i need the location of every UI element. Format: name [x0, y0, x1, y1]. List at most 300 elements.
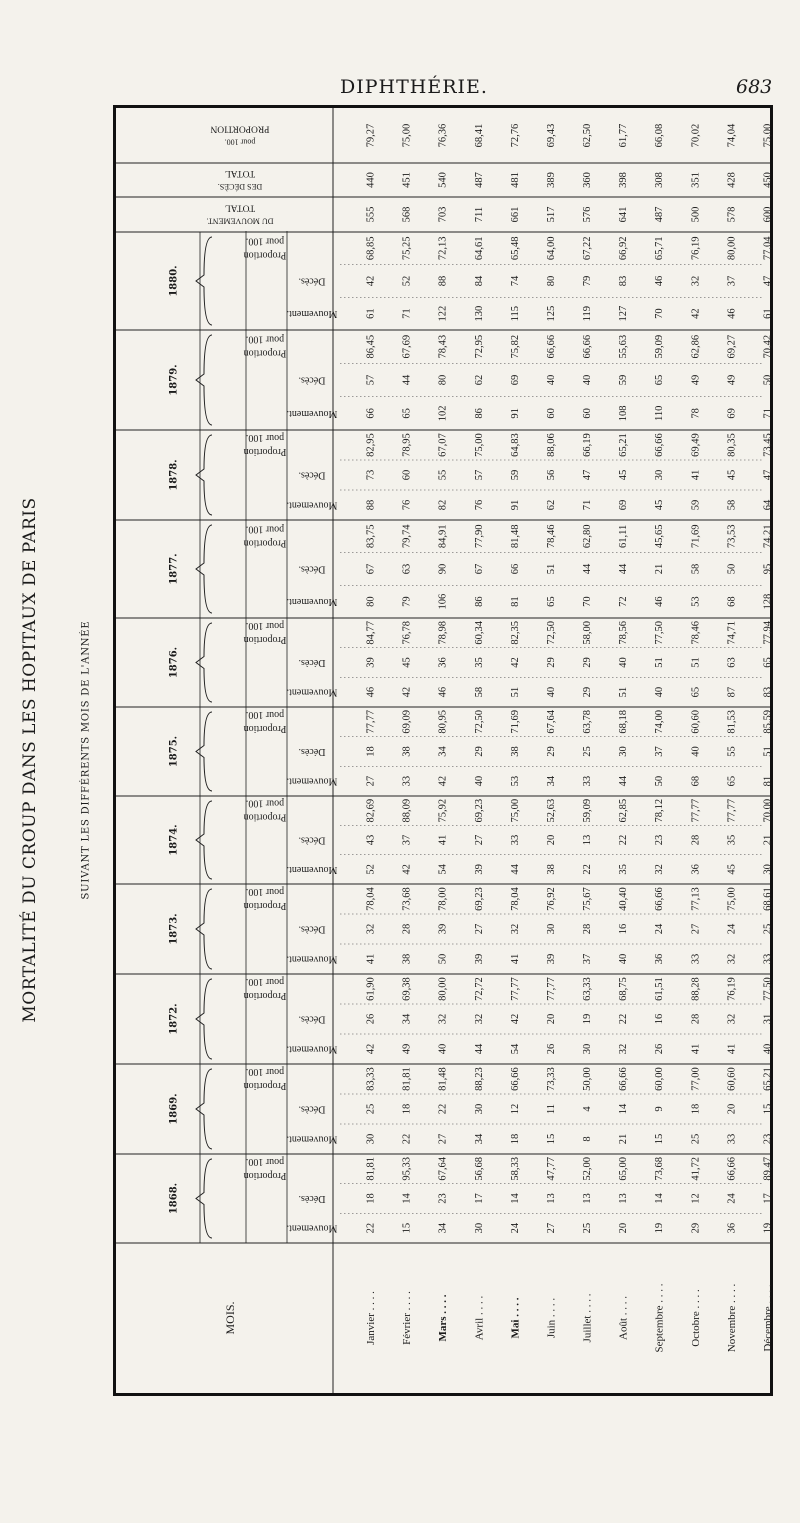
month-label: Février . . . . — [401, 1291, 414, 1345]
cell-total-mouvement: 568 — [401, 206, 413, 223]
subheader-proportion: Proportionpour 100. — [243, 1156, 287, 1182]
cell-proportion: 78,04 — [509, 887, 521, 911]
cell-deces: 29 — [545, 657, 557, 668]
cell-mouvement: 40 — [762, 1043, 774, 1055]
cell-mouvement: 79 — [401, 596, 413, 607]
cell-deces: 26 — [365, 1013, 377, 1025]
cell-mouvement: 33 — [401, 775, 413, 787]
cell-deces: 14 — [509, 1193, 521, 1204]
cell-proportion: 76,19 — [726, 977, 738, 1001]
cell-total-mouvement: 517 — [545, 206, 557, 223]
cell-mouvement: 35 — [618, 864, 630, 875]
cell-proportion: 75,67 — [582, 887, 594, 911]
cell-mouvement: 36 — [654, 953, 666, 965]
year-label: 1868. — [168, 1182, 180, 1215]
subheader-proportion: Proportionpour 100. — [243, 523, 287, 549]
cell-proportion: 89,47 — [762, 1157, 774, 1181]
cell-proportion: 77,90 — [473, 524, 485, 549]
cell-proportion: 77,50 — [654, 621, 666, 645]
cell-mouvement: 58 — [473, 686, 485, 698]
cell-mouvement: 86 — [473, 408, 485, 419]
cell-mouvement: 38 — [545, 864, 557, 875]
cell-deces: 31 — [762, 1013, 774, 1025]
cell-deces: 27 — [473, 834, 485, 846]
cell-mouvement: 46 — [654, 596, 666, 607]
cell-proportion: 69,38 — [401, 977, 413, 1001]
cell-proportion: 66,66 — [654, 887, 666, 911]
cell-proportion: 82,35 — [509, 621, 521, 645]
cell-deces: 49 — [726, 374, 738, 386]
subheader-proportion: Proportionpour 100. — [243, 798, 287, 824]
cell-mouvement: 82 — [437, 499, 449, 511]
cell-proportion: 77,50 — [762, 977, 774, 1001]
cell-deces: 49 — [690, 374, 702, 386]
cell-mouvement: 64 — [762, 499, 774, 511]
cell-total-proportion: 68,41 — [473, 123, 485, 148]
cell-mouvement: 81 — [762, 775, 774, 787]
cell-mouvement: 44 — [473, 1043, 485, 1055]
cell-proportion: 63,78 — [582, 710, 594, 734]
cell-deces: 62 — [473, 374, 485, 386]
cell-mouvement: 32 — [654, 864, 666, 875]
cell-proportion: 62,86 — [690, 334, 702, 359]
cell-deces: 32 — [690, 275, 702, 287]
cell-proportion: 73,68 — [401, 887, 413, 911]
cell-deces: 45 — [401, 657, 413, 668]
cell-mouvement: 54 — [509, 1043, 521, 1055]
cell-deces: 46 — [654, 275, 666, 287]
cell-proportion: 88,23 — [473, 1067, 485, 1091]
cell-mouvement: 19 — [654, 1222, 666, 1234]
cell-mouvement: 25 — [582, 1222, 594, 1234]
subheader-deces: Décès. — [298, 746, 326, 757]
cell-deces: 34 — [437, 746, 449, 757]
cell-proportion: 95,33 — [401, 1157, 413, 1181]
cell-mouvement: 37 — [582, 953, 594, 965]
cell-mouvement: 54 — [437, 864, 449, 875]
cell-proportion: 47,77 — [545, 1157, 557, 1181]
cell-deces: 41 — [437, 834, 449, 846]
cell-proportion: 75,00 — [473, 433, 485, 457]
cell-mouvement: 76 — [401, 499, 413, 511]
cell-deces: 51 — [762, 746, 774, 757]
subheader-mouvement: Mouvement. — [286, 863, 338, 875]
cell-proportion: 82,69 — [365, 798, 377, 823]
cell-deces: 37 — [726, 275, 738, 287]
cell-mouvement: 39 — [473, 864, 485, 875]
mois-header: MOIS. — [223, 1301, 237, 1335]
cell-deces: 63 — [401, 563, 413, 575]
cell-mouvement: 78 — [690, 408, 702, 419]
month-label: Décembre . . . . — [762, 1284, 774, 1352]
cell-proportion: 62,85 — [618, 798, 630, 823]
cell-deces: 25 — [762, 923, 774, 935]
cell-mouvement: 70 — [582, 596, 594, 607]
cell-total-proportion: 74,04 — [726, 123, 738, 148]
subheader-proportion: Proportionpour 100. — [243, 1066, 287, 1092]
cell-deces: 30 — [473, 1103, 485, 1115]
cell-total-mouvement: 555 — [365, 206, 377, 223]
cell-deces: 44 — [618, 563, 630, 575]
cell-total-deces: 540 — [437, 172, 449, 188]
cell-proportion: 80,00 — [726, 236, 738, 261]
cell-mouvement: 53 — [509, 775, 521, 787]
cell-proportion: 77,77 — [545, 977, 557, 1001]
cell-deces: 18 — [690, 1103, 702, 1115]
cell-mouvement: 110 — [654, 405, 666, 422]
month-label: Juillet . . . . — [581, 1293, 594, 1343]
cell-deces: 55 — [437, 469, 449, 481]
cell-mouvement: 76 — [473, 499, 485, 511]
subheader-proportion: Proportionpour 100. — [243, 620, 287, 646]
cell-proportion: 83,33 — [365, 1067, 377, 1091]
cell-mouvement: 128 — [762, 593, 774, 610]
subheader-mouvement: Mouvement. — [286, 407, 338, 419]
cell-mouvement: 22 — [582, 864, 594, 875]
cell-deces: 13 — [618, 1193, 630, 1204]
cell-total-deces: 481 — [509, 172, 521, 188]
cell-mouvement: 24 — [509, 1222, 521, 1234]
cell-mouvement: 65 — [726, 775, 738, 787]
subheader-deces: Décès. — [298, 469, 326, 481]
cell-deces: 67 — [473, 563, 485, 575]
cell-deces: 39 — [365, 657, 377, 668]
cell-proportion: 74,00 — [654, 710, 666, 734]
cell-deces: 43 — [365, 834, 377, 846]
cell-deces: 58 — [690, 563, 702, 575]
cell-proportion: 52,63 — [545, 798, 557, 823]
subheader-deces: Décès. — [298, 834, 326, 846]
cell-deces: 13 — [582, 834, 594, 846]
cell-total-deces: 487 — [473, 172, 485, 188]
month-label: Août . . . . — [617, 1296, 630, 1340]
cell-deces: 57 — [473, 469, 485, 481]
cell-mouvement: 32 — [618, 1043, 630, 1055]
year-bracket — [196, 525, 212, 613]
subheader-proportion: Proportionpour 100. — [243, 235, 287, 261]
table-cells — [365, 123, 774, 1353]
cell-total-proportion: 69,43 — [545, 123, 557, 148]
cell-proportion: 77,94 — [762, 621, 774, 645]
cell-proportion: 64,83 — [509, 433, 521, 457]
cell-total-deces: 308 — [654, 172, 666, 188]
cell-mouvement: 58 — [726, 499, 738, 511]
year-bracket — [196, 1069, 212, 1149]
cell-proportion: 79,74 — [401, 524, 413, 549]
cell-total-mouvement: 576 — [582, 206, 594, 223]
cell-proportion: 81,53 — [726, 710, 738, 734]
cell-proportion: 71,69 — [509, 710, 521, 734]
subheader-mouvement: Mouvement. — [286, 953, 338, 965]
cell-deces: 18 — [365, 746, 377, 757]
cell-deces: 14 — [401, 1193, 413, 1204]
cell-proportion: 88,06 — [545, 433, 557, 457]
cell-proportion: 70,00 — [762, 798, 774, 823]
cell-deces: 30 — [618, 746, 630, 757]
year-bracket — [196, 1159, 212, 1238]
cell-deces: 40 — [582, 374, 594, 386]
cell-deces: 24 — [726, 1193, 738, 1204]
cell-proportion: 71,69 — [690, 524, 702, 549]
cell-proportion: 78,00 — [437, 887, 449, 911]
page-number: 683 — [736, 76, 773, 98]
cell-proportion: 66,66 — [654, 433, 666, 457]
cell-deces: 14 — [654, 1193, 666, 1204]
cell-proportion: 77,77 — [726, 798, 738, 823]
subheader-mouvement: Mouvement. — [286, 308, 338, 320]
cell-proportion: 61,11 — [618, 524, 630, 548]
cell-mouvement: 26 — [654, 1043, 666, 1055]
cell-mouvement: 51 — [509, 686, 521, 698]
cell-deces: 20 — [545, 1013, 557, 1025]
cell-total-mouvement: 500 — [690, 206, 702, 223]
subheader-proportion: Proportionpour 100. — [243, 709, 287, 735]
cell-deces: 27 — [690, 923, 702, 935]
cell-mouvement: 108 — [618, 405, 630, 422]
cell-proportion: 60,60 — [726, 1067, 738, 1091]
cell-proportion: 69,27 — [726, 334, 738, 359]
subheader-mouvement: Mouvement. — [286, 499, 338, 511]
cell-total-mouvement: 578 — [726, 206, 738, 223]
cell-total-proportion: 79,27 — [365, 123, 377, 148]
cell-deces: 14 — [618, 1103, 630, 1115]
cell-mouvement: 86 — [473, 596, 485, 607]
cell-proportion: 66,92 — [618, 236, 630, 261]
subheader-mouvement: Mouvement. — [286, 1133, 338, 1145]
subheader-mouvement: Mouvement. — [286, 686, 338, 698]
cell-proportion: 45,65 — [654, 524, 666, 549]
cell-proportion: 80,00 — [437, 977, 449, 1001]
year-bracket — [196, 889, 212, 969]
cell-deces: 59 — [618, 374, 630, 386]
cell-mouvement: 53 — [690, 596, 702, 607]
cell-mouvement: 130 — [473, 305, 485, 322]
cell-proportion: 81,81 — [401, 1067, 413, 1091]
cell-deces: 17 — [473, 1193, 485, 1204]
cell-deces: 29 — [545, 746, 557, 757]
cell-mouvement: 41 — [365, 953, 377, 965]
cell-mouvement: 15 — [654, 1133, 666, 1145]
cell-deces: 56 — [545, 469, 557, 481]
cell-deces: 28 — [401, 923, 413, 935]
cell-proportion: 64,00 — [545, 236, 557, 261]
cell-proportion: 84,77 — [365, 621, 377, 645]
cell-proportion: 75,92 — [437, 798, 449, 823]
subheader-deces: Décès. — [298, 923, 326, 935]
cell-mouvement: 44 — [509, 864, 521, 875]
cell-mouvement: 42 — [401, 864, 413, 875]
cell-mouvement: 71 — [762, 408, 774, 419]
cell-total-proportion: 75,00 — [762, 123, 774, 148]
cell-mouvement: 30 — [365, 1133, 377, 1145]
cell-proportion: 77,77 — [509, 977, 521, 1001]
subheader-proportion: Proportionpour 100. — [243, 334, 287, 360]
cell-deces: 32 — [509, 923, 521, 935]
cell-mouvement: 32 — [726, 953, 738, 965]
cell-mouvement: 34 — [545, 775, 557, 787]
cell-mouvement: 66 — [365, 408, 377, 419]
cell-total-proportion: 62,50 — [582, 123, 594, 148]
month-label: Septembre . . . . — [653, 1283, 666, 1353]
cell-deces: 39 — [437, 923, 449, 935]
cell-mouvement: 65 — [545, 596, 557, 607]
cell-mouvement: 30 — [762, 864, 774, 875]
cell-deces: 50 — [762, 374, 774, 386]
cell-mouvement: 40 — [473, 775, 485, 787]
cell-deces: 66 — [509, 563, 521, 575]
cell-mouvement: 30 — [473, 1222, 485, 1234]
cell-mouvement: 22 — [365, 1222, 377, 1234]
cell-proportion: 78,46 — [690, 621, 702, 645]
total-header-mouvement: TOTAL DU MOUVEMENT. — [206, 202, 274, 226]
cell-mouvement: 65 — [401, 408, 413, 419]
cell-proportion: 65,21 — [762, 1067, 774, 1091]
cell-deces: 40 — [690, 746, 702, 757]
cell-deces: 52 — [401, 275, 413, 287]
cell-proportion: 50,00 — [582, 1067, 594, 1091]
cell-total-proportion: 66,08 — [654, 123, 666, 148]
year-bracket — [196, 335, 212, 425]
cell-proportion: 68,75 — [618, 977, 630, 1001]
cell-proportion: 78,95 — [401, 433, 413, 457]
cell-mouvement: 25 — [690, 1133, 702, 1145]
cell-deces: 44 — [582, 563, 594, 575]
cell-mouvement: 15 — [545, 1133, 557, 1145]
cell-mouvement: 62 — [545, 499, 557, 511]
cell-deces: 88 — [437, 275, 449, 287]
cell-mouvement: 119 — [582, 305, 594, 322]
month-label: Octobre . . . . — [689, 1289, 702, 1347]
cell-deces: 36 — [437, 657, 449, 668]
cell-deces: 29 — [582, 657, 594, 668]
cell-proportion: 81,48 — [509, 524, 521, 549]
cell-proportion: 75,25 — [401, 236, 413, 261]
cell-deces: 17 — [762, 1193, 774, 1204]
cell-deces: 80 — [545, 275, 557, 287]
cell-deces: 33 — [509, 834, 521, 846]
month-label: Novembre . . . . — [725, 1283, 738, 1353]
cell-deces: 27 — [473, 923, 485, 935]
cell-proportion: 59,09 — [582, 798, 594, 823]
cell-mouvement: 106 — [437, 593, 449, 610]
cell-mouvement: 45 — [654, 499, 666, 511]
cell-deces: 21 — [654, 563, 666, 575]
cell-mouvement: 91 — [509, 408, 521, 419]
cell-mouvement: 70 — [654, 308, 666, 319]
cell-mouvement: 59 — [690, 499, 702, 511]
cell-mouvement: 41 — [690, 1043, 702, 1055]
subheader-deces: Décès. — [298, 657, 326, 668]
cell-proportion: 84,91 — [437, 524, 449, 549]
year-bracket — [196, 623, 212, 702]
year-label: 1879. — [168, 364, 180, 396]
cell-total-proportion: 61,77 — [618, 123, 630, 148]
cell-proportion: 68,85 — [365, 236, 377, 261]
cell-deces: 37 — [654, 746, 666, 757]
cell-mouvement: 15 — [401, 1222, 413, 1234]
cell-proportion: 68,61 — [762, 887, 774, 911]
year-label: 1877. — [168, 553, 180, 585]
cell-proportion: 77,00 — [690, 1067, 702, 1091]
cell-deces: 19 — [582, 1013, 594, 1025]
cell-mouvement: 36 — [726, 1222, 738, 1234]
cell-mouvement: 41 — [726, 1043, 738, 1055]
cell-proportion: 52,00 — [582, 1157, 594, 1181]
cell-proportion: 69,23 — [473, 798, 485, 823]
cell-total-mouvement: 600 — [762, 206, 774, 223]
cell-proportion: 66,66 — [618, 1067, 630, 1091]
cell-proportion: 78,98 — [437, 621, 449, 645]
cell-proportion: 63,33 — [582, 977, 594, 1001]
cell-deces: 9 — [654, 1106, 666, 1112]
cell-proportion: 64,61 — [473, 236, 485, 261]
cell-proportion: 78,04 — [365, 887, 377, 911]
cell-proportion: 66,66 — [582, 334, 594, 359]
cell-mouvement: 23 — [762, 1133, 774, 1145]
cell-mouvement: 18 — [509, 1133, 521, 1145]
cell-mouvement: 44 — [618, 775, 630, 787]
cell-mouvement: 72 — [618, 596, 630, 607]
cell-deces: 73 — [365, 469, 377, 481]
cell-proportion: 80,95 — [437, 710, 449, 734]
cell-deces: 40 — [545, 374, 557, 386]
cell-deces: 95 — [762, 563, 774, 575]
year-bracket — [196, 712, 212, 791]
cell-mouvement: 45 — [726, 864, 738, 875]
cell-proportion: 75,00 — [509, 798, 521, 823]
cell-deces: 35 — [473, 657, 485, 668]
cell-deces: 55 — [726, 746, 738, 757]
cell-mouvement: 42 — [690, 308, 702, 319]
cell-proportion: 40,40 — [618, 887, 630, 911]
cell-proportion: 80,35 — [726, 433, 738, 457]
table-headers — [169, 124, 338, 1335]
cell-proportion: 67,64 — [545, 710, 557, 734]
cell-proportion: 86,45 — [365, 334, 377, 359]
cell-deces: 44 — [401, 374, 413, 386]
cell-deces: 13 — [582, 1193, 594, 1204]
subheader-deces: Décès. — [298, 563, 326, 575]
cell-proportion: 73,68 — [654, 1157, 666, 1181]
cell-proportion: 67,22 — [582, 236, 594, 261]
cell-proportion: 78,46 — [545, 524, 557, 549]
cell-mouvement: 127 — [618, 305, 630, 322]
cell-proportion: 66,66 — [509, 1067, 521, 1091]
cell-mouvement: 20 — [618, 1222, 630, 1234]
cell-mouvement: 125 — [545, 305, 557, 322]
cell-proportion: 77,13 — [690, 887, 702, 911]
cell-deces: 21 — [762, 834, 774, 846]
cell-mouvement: 52 — [365, 864, 377, 875]
cell-proportion: 77,77 — [365, 710, 377, 734]
cell-mouvement: 68 — [726, 596, 738, 607]
cell-mouvement: 46 — [437, 686, 449, 698]
cell-mouvement: 33 — [690, 953, 702, 965]
cell-deces: 22 — [618, 834, 630, 846]
year-label: 1875. — [168, 735, 180, 768]
cell-mouvement: 61 — [365, 308, 377, 319]
cell-total-deces: 389 — [545, 172, 557, 188]
year-label: 1878. — [168, 459, 180, 491]
subheader-mouvement: Mouvement. — [286, 1043, 338, 1055]
cell-proportion: 83,75 — [365, 524, 377, 549]
cell-mouvement: 27 — [365, 775, 377, 787]
cell-proportion: 78,43 — [437, 334, 449, 359]
running-title: DIPHTHÉRIE. — [340, 76, 488, 98]
cell-mouvement: 33 — [726, 1133, 738, 1145]
cell-mouvement: 27 — [437, 1133, 449, 1145]
cell-proportion: 56,68 — [473, 1157, 485, 1181]
